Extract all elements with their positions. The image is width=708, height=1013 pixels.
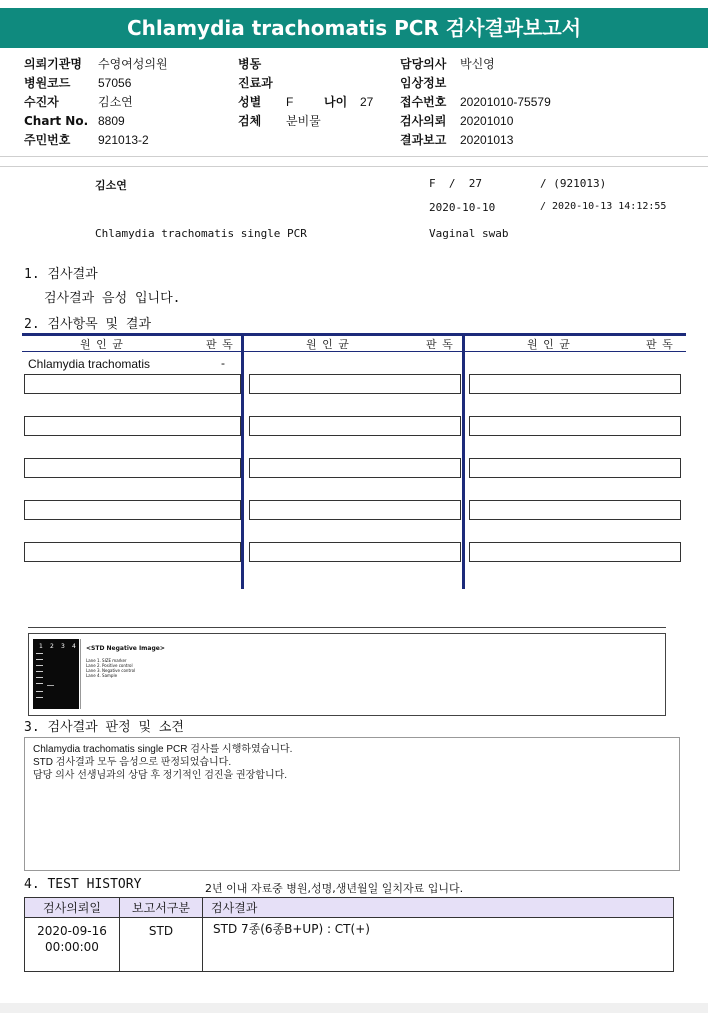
lane-number: 1 bbox=[39, 643, 43, 650]
header-col1 bbox=[24, 55, 168, 150]
field-value: 921013-2 bbox=[98, 133, 149, 147]
lane-number: 4 bbox=[72, 643, 76, 650]
history-result: STD 7종(6종B+UP) : CT(+) bbox=[203, 918, 674, 972]
header-field bbox=[400, 74, 551, 93]
column-header-judgement: 판 독 bbox=[206, 338, 234, 351]
header-field bbox=[238, 74, 373, 93]
history-time: 00:00:00 bbox=[45, 940, 99, 954]
field-value: 20201010-75579 bbox=[460, 95, 551, 109]
field-label: 임상정보 bbox=[400, 76, 447, 90]
field-label: 성별 bbox=[238, 95, 262, 109]
request-date: 2020-10-10 bbox=[429, 201, 496, 214]
gel-legend-line: Lane 1. SIZE marker bbox=[86, 658, 127, 663]
header-field bbox=[24, 131, 168, 150]
field-label: 주민번호 bbox=[24, 133, 71, 147]
lane-number: 3 bbox=[61, 643, 65, 650]
header-divider bbox=[0, 166, 708, 167]
field-label: 검사의뢰 bbox=[400, 114, 447, 128]
column-header: 검사결과 bbox=[203, 898, 674, 918]
history-note: 2년 이내 자료중 병원,성명,생년월일 일치자료 입니다. bbox=[205, 882, 464, 895]
patient-name: 김소연 bbox=[95, 179, 127, 192]
gel-legend-line: Lane 4. Sample bbox=[86, 673, 118, 678]
field-label: 검체 bbox=[238, 114, 262, 128]
sex-age: F / 27 bbox=[429, 177, 482, 190]
gel-legend-line: Lane 3. Negative control bbox=[86, 668, 136, 673]
header-field bbox=[24, 112, 168, 131]
empty-result-box bbox=[24, 416, 241, 436]
comment-line: Chlamydia trachomatis single PCR 검사를 시행하였습니다. bbox=[33, 744, 293, 755]
comment-line: STD 검사결과 모두 음성으로 판정되었습니다. bbox=[33, 757, 232, 768]
report-datetime: / 2020-10-13 14:12:55 bbox=[540, 201, 667, 212]
empty-result-box bbox=[249, 458, 461, 478]
image-divider bbox=[28, 627, 666, 628]
field-label: 의뢰기관명 bbox=[24, 57, 82, 71]
empty-result-box bbox=[469, 416, 681, 436]
header-field bbox=[24, 55, 168, 74]
header-field bbox=[238, 55, 373, 74]
specimen: Vaginal swab bbox=[429, 227, 509, 240]
header-col3 bbox=[400, 55, 551, 150]
empty-result-box bbox=[469, 500, 681, 520]
column-header-judgement: 판 독 bbox=[426, 338, 454, 351]
row-judgement: - bbox=[221, 356, 225, 370]
field-value: 57056 bbox=[98, 76, 132, 90]
header-field bbox=[400, 93, 551, 112]
history-date-cell bbox=[25, 918, 120, 972]
empty-result-box bbox=[469, 542, 681, 562]
field-value: 20201010 bbox=[460, 114, 514, 128]
lane-number: 2 bbox=[50, 643, 54, 650]
table-header-row bbox=[25, 898, 674, 918]
gel-legend-title: <STD Negative Image> bbox=[86, 645, 165, 652]
result-text: 검사결과 음성 입니다. bbox=[44, 291, 181, 306]
comment-line: 담당 의사 선생님과의 상담 후 정기적인 검진을 권장합니다. bbox=[33, 770, 288, 781]
empty-result-box bbox=[249, 500, 461, 520]
column-header-organism: 원 인 균 bbox=[306, 338, 350, 351]
age-value: 27 bbox=[360, 95, 374, 109]
field-value: F bbox=[286, 95, 294, 109]
empty-result-box bbox=[469, 374, 681, 394]
header-field bbox=[400, 55, 551, 74]
header-field bbox=[238, 93, 373, 112]
header-divider bbox=[0, 156, 708, 157]
field-label: 병동 bbox=[238, 57, 262, 71]
section4-heading: 4. TEST HISTORY bbox=[24, 877, 142, 892]
test-name: Chlamydia trachomatis single PCR bbox=[95, 227, 307, 240]
empty-result-box bbox=[249, 542, 461, 562]
empty-result-box bbox=[249, 374, 461, 394]
header-field bbox=[238, 112, 373, 131]
column-header-organism: 원 인 균 bbox=[80, 338, 124, 351]
empty-result-box bbox=[24, 458, 241, 478]
header-field bbox=[400, 131, 551, 150]
column-header: 보고서구분 bbox=[120, 898, 203, 918]
age-label: 나이 bbox=[324, 95, 348, 109]
section2-heading: 2. 검사항목 및 결과 bbox=[24, 317, 152, 332]
page-footer bbox=[0, 1003, 708, 1013]
column-divider bbox=[462, 333, 465, 589]
column-header: 검사의뢰일 bbox=[25, 898, 120, 918]
field-value: 분비물 bbox=[286, 114, 321, 128]
birth-code: / (921013) bbox=[540, 177, 607, 190]
header-field bbox=[400, 112, 551, 131]
test-history-table bbox=[24, 897, 674, 972]
gel-bands bbox=[33, 639, 79, 709]
field-value: 20201013 bbox=[460, 133, 514, 147]
history-date: 2020-09-16 bbox=[37, 924, 107, 938]
column-divider bbox=[241, 333, 244, 589]
gel-legend-line: Lane 2. Positive control bbox=[86, 663, 133, 668]
field-value: 김소연 bbox=[98, 95, 133, 109]
empty-result-box bbox=[249, 416, 461, 436]
field-label: 병원코드 bbox=[24, 76, 71, 90]
section1-heading: 1. 검사결과 bbox=[24, 267, 98, 282]
empty-result-box bbox=[24, 542, 241, 562]
empty-result-box bbox=[24, 374, 241, 394]
field-value: 수영여성의원 bbox=[98, 57, 168, 71]
header-field bbox=[24, 74, 168, 93]
section3-heading: 3. 검사결과 판정 및 소견 bbox=[24, 720, 184, 735]
field-label: Chart No. bbox=[24, 114, 89, 128]
field-label: 담당의사 bbox=[400, 57, 447, 71]
header-field bbox=[24, 93, 168, 112]
column-header-organism: 원 인 균 bbox=[527, 338, 571, 351]
history-type: STD bbox=[120, 918, 203, 972]
field-label: 진료과 bbox=[238, 76, 273, 90]
column-header-judgement: 판 독 bbox=[646, 338, 674, 351]
row-organism: Chlamydia trachomatis bbox=[28, 357, 151, 371]
field-value: 박신영 bbox=[460, 57, 495, 71]
header-col2 bbox=[238, 55, 373, 131]
empty-result-box bbox=[469, 458, 681, 478]
empty-result-box bbox=[24, 500, 241, 520]
field-label: 결과보고 bbox=[400, 133, 447, 147]
table-row bbox=[25, 918, 674, 972]
field-label: 수진자 bbox=[24, 95, 59, 109]
gel-electrophoresis-image bbox=[33, 639, 79, 709]
report-title: Chlamydia trachomatis PCR 검사결과보고서 bbox=[0, 8, 708, 48]
field-label: 접수번호 bbox=[400, 95, 447, 109]
findings-comment-box bbox=[24, 737, 680, 871]
field-value: 8809 bbox=[98, 114, 125, 128]
